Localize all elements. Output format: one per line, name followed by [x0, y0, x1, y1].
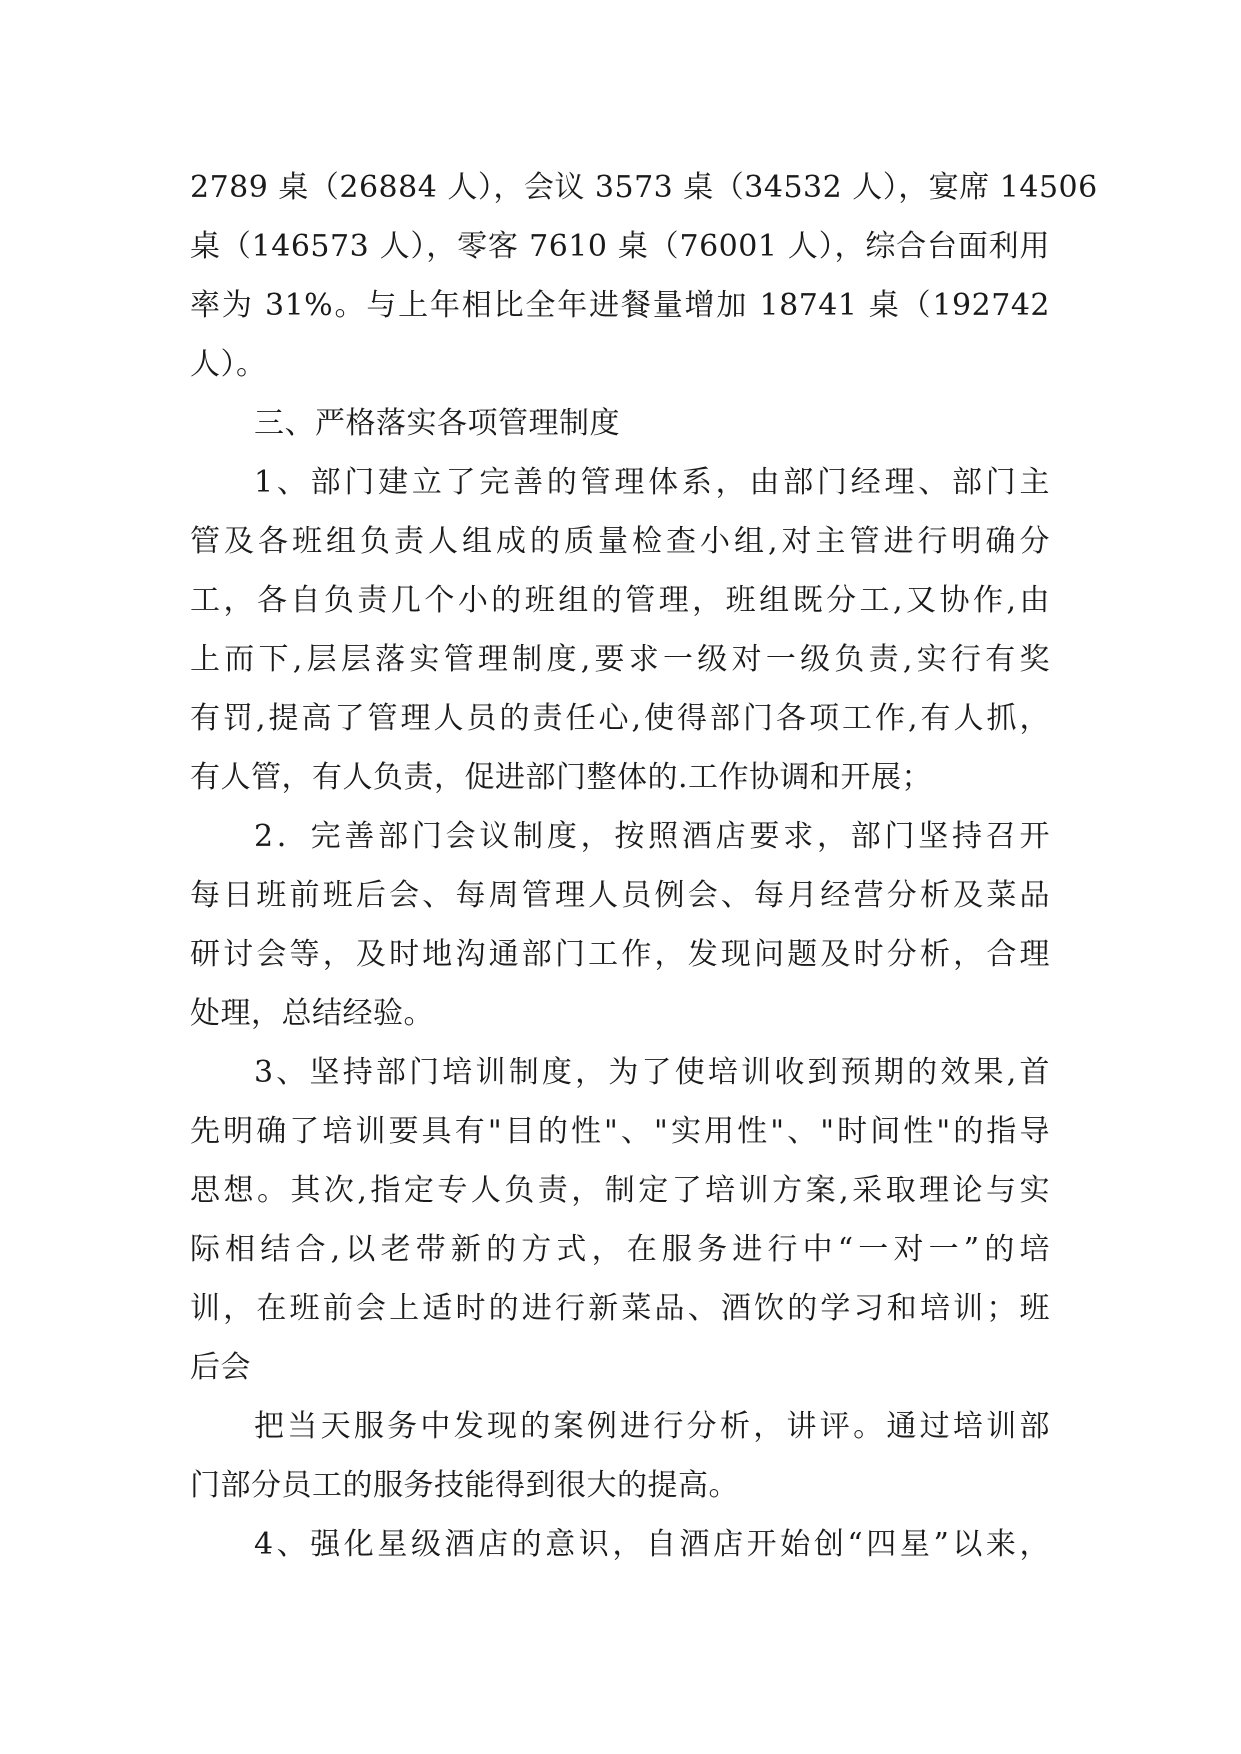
text-line: 管及各班组负责人组成的质量检查小组,对主管进行明确分: [190, 524, 1050, 559]
text-line: 思想。其次,指定专人负责，制定了培训方案,采取理论与实: [190, 1173, 1050, 1208]
text-line: 4、强化星级酒店的意识，自酒店开始创“四星”以来，: [254, 1527, 1050, 1562]
section-heading: 三、严格落实各项管理制度: [254, 406, 620, 441]
text-line: 研讨会等，及时地沟通部门工作，发现问题及时分析，合理: [190, 937, 1050, 972]
text-line: 有人管，有人负责，促进部门整体的.工作协调和开展；: [190, 760, 933, 795]
text-line: 门部分员工的服务技能得到很大的提高。: [190, 1468, 739, 1503]
text-line: 每日班前班后会、每周管理人员例会、每月经营分析及菜品: [190, 878, 1050, 913]
text-line: 有罚,提高了管理人员的责任心,使得部门各项工作,有人抓，: [190, 701, 1050, 736]
text-line: 1、部门建立了完善的管理体系，由部门经理、部门主: [254, 465, 1050, 500]
document-body: [190, 158, 1098, 1574]
text-line: 人）。: [190, 347, 267, 382]
text-line: 桌（146573 人），零客 7610 桌（76001 人），综合台面利用: [190, 229, 1050, 264]
text-line: 处理，总结经验。: [190, 996, 434, 1031]
text-line: 工，各自负责几个小的班组的管理，班组既分工,又协作,由: [190, 583, 1050, 618]
text-line: 训，在班前会上适时的进行新菜品、酒饮的学习和培训；班: [190, 1291, 1050, 1326]
text-line: 先明确了培训要具有"目的性"、"实用性"、"时间性"的指导: [190, 1114, 1050, 1149]
text-line: 3、坚持部门培训制度，为了使培训收到预期的效果,首: [254, 1055, 1050, 1090]
text-line: 把当天服务中发现的案例进行分析，讲评。通过培训部: [254, 1409, 1050, 1444]
text-line: 后会: [190, 1350, 251, 1385]
text-line: 上而下,层层落实管理制度,要求一级对一级负责,实行有奖: [190, 642, 1050, 677]
text-line: 2789 桌（26884 人），会议 3573 桌（34532 人），宴席 14506: [190, 170, 1098, 205]
text-line: 2．完善部门会议制度，按照酒店要求，部门坚持召开: [254, 819, 1050, 854]
text-line: 率为 31%。与上年相比全年进餐量增加 18741 桌（192742: [190, 288, 1050, 323]
text-line: 际相结合,以老带新的方式，在服务进行中“一对一”的培: [190, 1232, 1050, 1267]
